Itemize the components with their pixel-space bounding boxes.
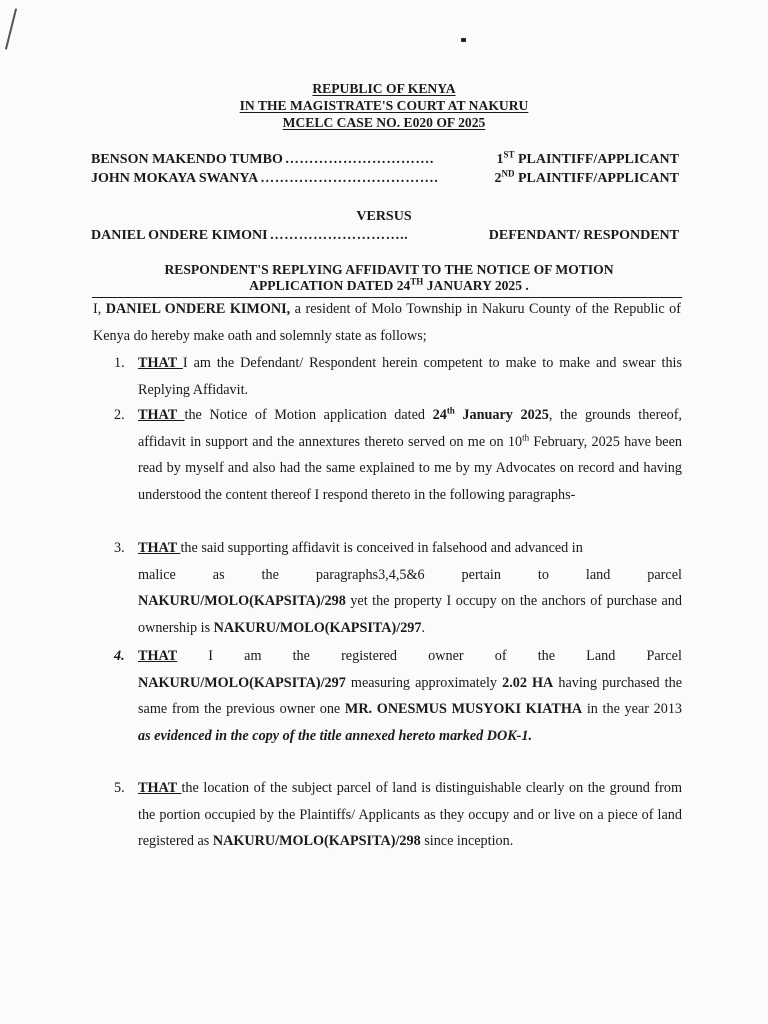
- versus-label: VERSUS: [356, 209, 412, 224]
- paragraph-2: 2. THAT the Notice of Motion application dated 24th January 2025, the grounds thereof, affidavit in support and the annextures thereto served on me on 10th February, 2025 have been read by myself and also had the same explained to me by my Advocates on record and having understood the content thereof I respond thereto in the following paragraphs-: [114, 402, 682, 508]
- paragraph-4: 4. THAT I am the registered owner of the Land Parcel NAKURU/MOLO(KAPSITA)/297 measuring approximately 2.02 HA having purchased the same from the previous owner one MR. ONESMUS MUSYOKI KIATHA in the year 2013 as evidenced in the copy of the title annexed hereto marked DOK-1.: [114, 643, 682, 749]
- paragraph-number: 5.: [114, 780, 125, 796]
- ink-dot: [461, 38, 466, 42]
- leader-dots: ……………………………….: [260, 171, 439, 186]
- defendant-role: DEFENDANT/ RESPONDENT: [488, 228, 679, 243]
- title-line-2: APPLICATION DATED 24TH JANUARY 2025 .: [249, 276, 529, 293]
- parcel-298: NAKURU/MOLO(KAPSITA)/298: [138, 593, 346, 609]
- first-plaintiff-role: 1ST PLAINTIFF/APPLICANT: [496, 149, 679, 167]
- heading-country: REPUBLIC OF KENYA: [312, 81, 456, 96]
- paragraph-5: 5. THAT the location of the subject parcel of land is distinguishable clearly on the ground from the portion occupied by the Plaintiffs/ Applicants as they occupy and or live on a piece of land registered as NAKURU/MOLO(KAPSITA)/298 since inception.: [114, 775, 682, 855]
- paragraph-number: 3.: [114, 540, 125, 556]
- parcel-298: NAKURU/MOLO(KAPSITA)/298: [212, 833, 421, 849]
- heading-court: IN THE MAGISTRATE'S COURT AT NAKURU: [239, 98, 529, 113]
- second-plaintiff-row: [91, 170, 679, 188]
- defendant-name: DANIEL ONDERE KIMONI: [91, 228, 268, 243]
- pen-mark: [5, 8, 17, 49]
- parcel-297: NAKURU/MOLO(KAPSITA)/297: [138, 674, 346, 691]
- leader-dots: ………………………….: [284, 152, 434, 167]
- second-plaintiff-name: JOHN MOKAYA SWANYA: [91, 171, 259, 186]
- heading-case-number: MCELC CASE NO. E020 OF 2025: [282, 115, 486, 130]
- intro-paragraph: I, DANIEL ONDERE KIMONI, a resident of Molo Township in Nakuru County of the Republic of Kenya do hereby make oath and solemnly state as follows;: [93, 301, 682, 344]
- title-line-1: RESPONDENT'S REPLYING AFFIDAVIT TO THE NOTICE OF MOTION: [164, 262, 614, 277]
- annexure-reference: as evidenced in the copy of the title annexed hereto marked DOK-1.: [138, 727, 533, 744]
- defendant-row: [91, 227, 679, 245]
- paragraph-3: 3. THAT the said supporting affidavit is conceived in falsehood and advanced in malice as the paragraphs3,4,5&6 pertain to land parcel NAKURU/MOLO(KAPSITA)/298 yet the property I occupy on the anchors of purchase and ownership is NAKURU/MOLO(KAPSITA)/297.: [114, 535, 682, 641]
- first-plaintiff-row: [91, 151, 679, 169]
- paragraph-number: 2.: [114, 407, 125, 423]
- first-plaintiff-name: BENSON MAKENDO TUMBO: [91, 152, 283, 167]
- paragraph-number: 4.: [114, 648, 125, 664]
- previous-owner: MR. ONESMUS MUSYOKI KIATHA: [344, 701, 583, 717]
- court-heading: [0, 80, 768, 131]
- parcel-297: NAKURU/MOLO(KAPSITA)/297: [213, 619, 422, 636]
- parcel-area: 2.02 HA: [502, 674, 554, 691]
- second-plaintiff-role: 2ND PLAINTIFF/APPLICANT: [494, 168, 679, 186]
- affidavit-title: [96, 262, 682, 294]
- paragraph-number: 1.: [114, 355, 125, 371]
- deponent-name: DANIEL ONDERE KIMONI,: [105, 301, 291, 317]
- paragraph-1: 1. THAT I am the Defendant/ Respondent herein competent to make to make and swear this Replying Affidavit.: [114, 350, 682, 403]
- leader-dots: ………………………..: [269, 228, 409, 243]
